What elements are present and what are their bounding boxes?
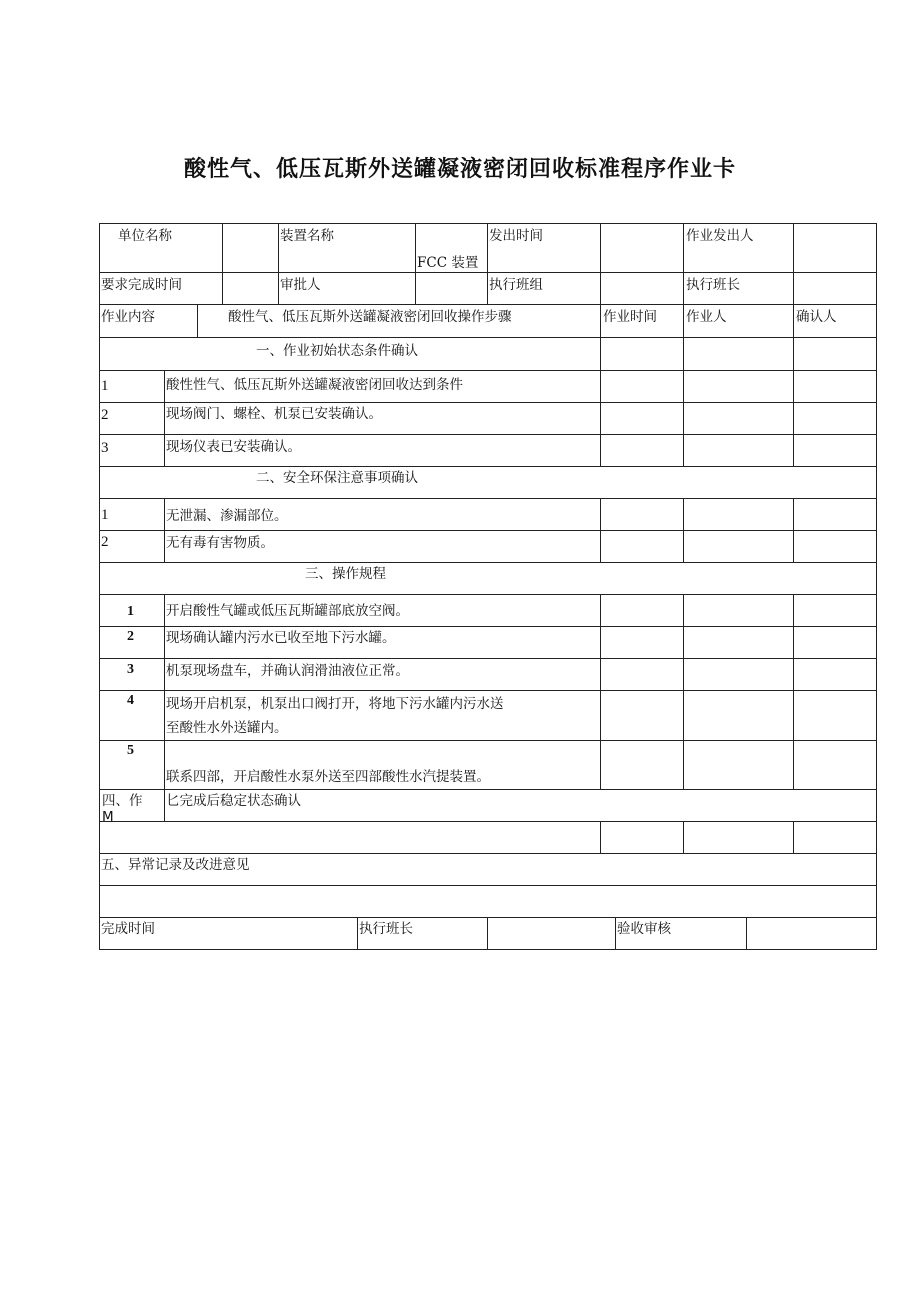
s3-item-4-confirmer-cell[interactable] xyxy=(793,690,877,741)
s3-item-5-confirmer-cell[interactable] xyxy=(793,740,877,790)
s1-item-3-text: 现场仪表已安装确认。 xyxy=(166,439,301,455)
s3-item-4-text-line2: 至酸性水外送罐内。 xyxy=(166,720,288,736)
s1-item-2-number: 2 xyxy=(101,407,109,423)
time-column-header: 作业时间 xyxy=(603,309,657,325)
s3-item-1-time-cell[interactable] xyxy=(600,594,684,627)
section-3-title: 三、操作规程 xyxy=(305,566,386,582)
device-name-label: 装置名称 xyxy=(280,228,334,244)
section-1-confirmer-cell[interactable] xyxy=(793,337,877,371)
s3-item-2-operator-cell[interactable] xyxy=(683,626,794,659)
s2-item-1-confirmer-cell[interactable] xyxy=(793,498,877,531)
s3-item-3-time-cell[interactable] xyxy=(600,658,684,691)
s3-item-2-time-cell[interactable] xyxy=(600,626,684,659)
issue-time-value-cell[interactable] xyxy=(600,223,684,273)
s3-item-3-confirmer-cell[interactable] xyxy=(793,658,877,691)
exec-leader-value-cell[interactable] xyxy=(793,272,877,305)
unit-name-label: 单位名称 xyxy=(118,228,172,244)
issuer-value-cell[interactable] xyxy=(793,223,877,273)
s3-item-4-time-cell[interactable] xyxy=(600,690,684,741)
s3-item-1-confirmer-cell[interactable] xyxy=(793,594,877,627)
deadline-label: 要求完成时间 xyxy=(101,277,182,293)
section-2-header-cell xyxy=(99,466,877,499)
s3-item-4-text: 现场开启机泵，机泵出口阀打开，将地下污水罐内污水送 xyxy=(166,696,504,712)
content-column-header: 作业内容 xyxy=(101,309,155,325)
s1-item-1-text: 酸性性气、低压瓦斯外送罐凝液密闭回收达到条件 xyxy=(166,377,463,393)
operator-column-header: 作业人 xyxy=(686,309,727,325)
s1-item-2-operator-cell[interactable] xyxy=(683,402,794,435)
s2-item-1-operator-cell[interactable] xyxy=(683,498,794,531)
section-1-time-cell[interactable] xyxy=(600,337,684,371)
s3-item-2-text: 现场确认罐内污水已收至地下污水罐。 xyxy=(166,630,396,646)
s1-item-1-number: 1 xyxy=(101,378,109,394)
unit-name-value-cell[interactable] xyxy=(222,223,279,273)
s1-item-2-confirmer-cell[interactable] xyxy=(793,402,877,435)
section-2-title: 二、安全环保注意事项确认 xyxy=(256,470,418,486)
section-1-operator-cell[interactable] xyxy=(683,337,794,371)
approver-label: 审批人 xyxy=(280,277,321,293)
section-3-header-cell xyxy=(99,562,877,595)
section-4-confirmer-cell[interactable] xyxy=(793,821,877,854)
s2-item-2-operator-cell[interactable] xyxy=(683,530,794,563)
acceptance-label: 验收审核 xyxy=(617,921,671,937)
s1-item-1-time-cell[interactable] xyxy=(600,370,684,403)
s2-item-1-number: 1 xyxy=(101,507,109,523)
s3-item-1-text: 开启酸性气罐或低压瓦斯罐部底放空阀。 xyxy=(166,603,409,619)
s3-item-3-text: 机泵现场盘车，并确认润滑油液位正常。 xyxy=(166,663,409,679)
section-4-left-cell xyxy=(99,789,165,822)
table-row-number-cell xyxy=(99,498,165,531)
footer-exec-leader-label: 执行班长 xyxy=(359,921,413,937)
s1-item-2-time-cell[interactable] xyxy=(600,402,684,435)
section-4-operator-cell[interactable] xyxy=(683,821,794,854)
approver-value-cell[interactable] xyxy=(415,272,488,305)
exec-leader-label: 执行班长 xyxy=(686,277,740,293)
finish-time-label: 完成时间 xyxy=(101,921,155,937)
issuer-label: 作业发出人 xyxy=(686,228,754,244)
s3-item-5-text: 联系四部，开启酸性水泵外送至四部酸性水汽提装置。 xyxy=(166,769,490,785)
s2-item-2-time-cell[interactable] xyxy=(600,530,684,563)
s1-item-1-confirmer-cell[interactable] xyxy=(793,370,877,403)
s1-item-1-operator-cell[interactable] xyxy=(683,370,794,403)
s3-item-5-time-cell[interactable] xyxy=(600,740,684,790)
deadline-value-cell[interactable] xyxy=(222,272,279,305)
s1-item-3-confirmer-cell[interactable] xyxy=(793,434,877,467)
device-name-value: FCC 装置 xyxy=(417,255,479,271)
table-row-number-cell xyxy=(99,530,165,563)
confirmer-column-header: 确认人 xyxy=(796,309,837,325)
s1-item-3-number: 3 xyxy=(101,440,109,456)
s3-item-1-operator-cell[interactable] xyxy=(683,594,794,627)
section-4-time-cell[interactable] xyxy=(600,821,684,854)
footer-exec-leader-value-cell[interactable] xyxy=(487,917,616,950)
section-4-left-label: 四、作 xyxy=(102,793,143,809)
table-row-number-cell xyxy=(99,370,165,403)
issue-time-label: 发出时间 xyxy=(489,228,543,244)
page-title: 酸性气、低压瓦斯外送罐凝液密闭回收标准程序作业卡 xyxy=(183,157,736,182)
section-1-title: 一、作业初始状态条件确认 xyxy=(256,343,418,359)
s2-item-2-number: 2 xyxy=(101,534,109,550)
s2-item-2-text: 无有毒有害物质。 xyxy=(166,535,274,551)
s3-item-2-confirmer-cell[interactable] xyxy=(793,626,877,659)
s3-item-3-number: 3 xyxy=(127,662,134,677)
s3-item-5-number: 5 xyxy=(127,743,134,758)
s3-item-3-operator-cell[interactable] xyxy=(683,658,794,691)
exec-team-value-cell[interactable] xyxy=(600,272,684,305)
s3-item-4-operator-cell[interactable] xyxy=(683,690,794,741)
s2-item-2-confirmer-cell[interactable] xyxy=(793,530,877,563)
section-4-left-label-cut: M xyxy=(102,809,114,822)
s1-item-3-time-cell[interactable] xyxy=(600,434,684,467)
section-4-title: 匕完成后稳定状态确认 xyxy=(166,793,301,809)
s3-item-4-number: 4 xyxy=(127,693,134,708)
table-row-number-cell xyxy=(99,434,165,467)
s3-item-1-number: 1 xyxy=(127,604,134,619)
section-5-blank-cell[interactable] xyxy=(99,885,877,918)
section-5-title: 五、异常记录及改进意见 xyxy=(101,857,250,873)
exec-team-label: 执行班组 xyxy=(489,277,543,293)
s3-item-2-number: 2 xyxy=(127,629,134,644)
acceptance-value-cell[interactable] xyxy=(746,917,877,950)
s3-item-5-operator-cell[interactable] xyxy=(683,740,794,790)
steps-column-header: 酸性气、低压瓦斯外送罐凝液密闭回收操作步骤 xyxy=(228,309,512,325)
s2-item-1-text: 无泄漏、渗漏部位。 xyxy=(166,508,288,524)
s2-item-1-time-cell[interactable] xyxy=(600,498,684,531)
table-row-number-cell xyxy=(99,402,165,435)
s1-item-2-text: 现场阀门、螺栓、机泵已安装确认。 xyxy=(166,406,382,422)
s1-item-3-operator-cell[interactable] xyxy=(683,434,794,467)
section-4-blank-cell[interactable] xyxy=(99,821,601,854)
